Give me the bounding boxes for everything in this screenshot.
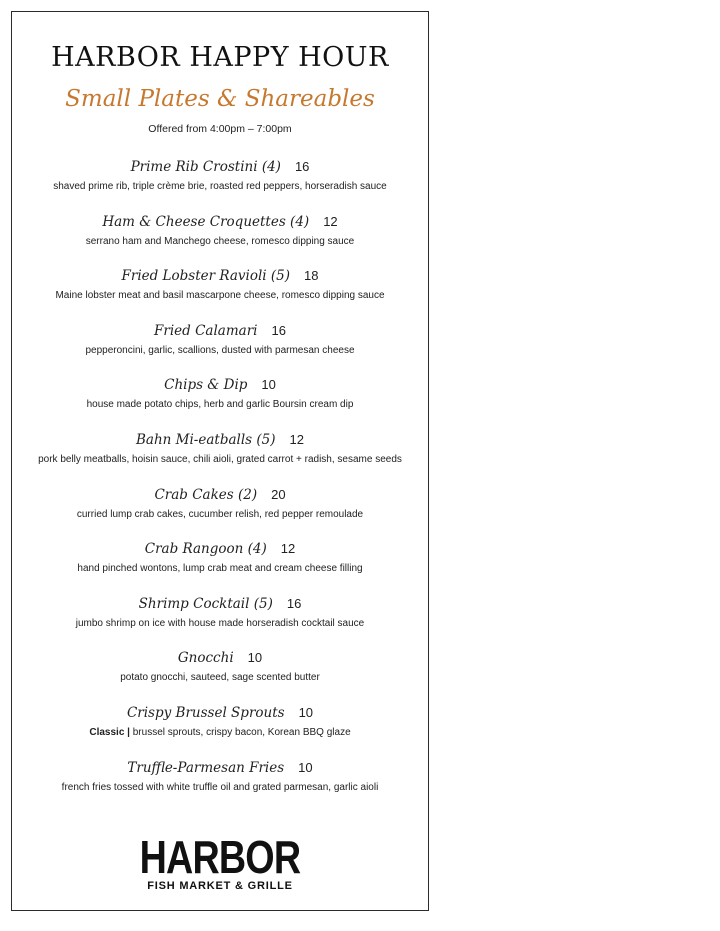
item-description: curried lump crab cakes, cucumber relish, red pepper remoulade xyxy=(76,508,364,520)
menu-item xyxy=(12,153,428,208)
harbor-logo xyxy=(12,831,428,892)
item-description: potato gnocchi, sauteed, sage scented butter xyxy=(120,672,320,684)
menu-card xyxy=(11,11,429,911)
logo-wordmark: HARBOR xyxy=(139,831,301,883)
menu-item xyxy=(12,426,428,481)
menu-item xyxy=(12,699,428,754)
item-name: Bahn Mi-eatballs (5) xyxy=(136,431,276,448)
item-name: Shrimp Cocktail (5) xyxy=(138,595,273,612)
item-price: 16 xyxy=(286,595,302,611)
hours-text: Offered from 4:00pm – 7:00pm xyxy=(148,123,292,135)
item-price: 12 xyxy=(323,213,338,229)
item-name: Crab Rangoon (4) xyxy=(144,541,267,558)
item-name: Crab Cakes (2) xyxy=(154,486,258,503)
logo-tagline: FISH MARKET & GRILLE xyxy=(147,880,293,892)
item-description: pork belly meatballs, hoisin sauce, chili aioli, grated carrot + radish, sesame seeds xyxy=(38,453,402,465)
item-description: Maine lobster meat and basil mascarpone cheese, romesco dipping sauce xyxy=(55,290,385,302)
item-name: Fried Lobster Ravioli (5) xyxy=(121,268,291,285)
item-name: Gnocchi xyxy=(177,650,234,667)
item-tag: Classic | xyxy=(89,726,133,738)
item-price: 10 xyxy=(261,377,276,393)
item-price: 12 xyxy=(289,431,304,447)
item-name: Fried Calamari xyxy=(154,322,258,339)
item-description: pepperoncini, garlic, scallions, dusted with parmesan cheese xyxy=(85,344,355,356)
item-description: serrano ham and Manchego cheese, romesco dipping sauce xyxy=(85,235,355,247)
menu-item xyxy=(12,481,428,536)
menu-item xyxy=(12,262,428,317)
item-name: Crispy Brussel Sprouts xyxy=(126,704,285,721)
item-description: hand pinched wontons, lump crab meat and cream cheese filling xyxy=(77,563,363,575)
menu-item xyxy=(12,644,428,699)
item-description: brussel sprouts, crispy bacon, Korean BBQ glaze xyxy=(132,726,351,738)
item-price: 20 xyxy=(271,486,286,502)
item-price: 12 xyxy=(280,541,296,557)
item-name: Prime Rib Crostini (4) xyxy=(130,159,281,175)
item-price: 10 xyxy=(298,759,313,775)
item-name: Chips & Dip xyxy=(164,377,248,394)
item-name: Truffle-Parmesan Fries xyxy=(127,759,285,776)
menu-subtitle: Small Plates & Shareables xyxy=(65,86,375,112)
menu-item xyxy=(12,535,428,590)
menu-items-list xyxy=(12,153,428,808)
menu-item xyxy=(12,208,428,263)
item-name: Ham & Cheese Croquettes (4) xyxy=(102,213,310,230)
menu-title: HARBOR HAPPY HOUR xyxy=(51,42,389,73)
item-description: jumbo shrimp on ice with house made horseradish cocktail sauce xyxy=(75,617,365,629)
item-price: 16 xyxy=(271,322,286,338)
menu-item xyxy=(12,371,428,426)
item-price: 16 xyxy=(294,159,310,174)
item-price: 10 xyxy=(298,704,314,720)
item-description: shaved prime rib, triple crème brie, roasted red peppers, horseradish sauce xyxy=(53,181,387,192)
menu-item xyxy=(12,590,428,645)
item-price: 18 xyxy=(304,268,319,284)
item-description: house made potato chips, herb and garlic Boursin cream dip xyxy=(86,399,354,411)
item-price: 10 xyxy=(247,650,263,666)
menu-item xyxy=(12,317,428,372)
item-description: french fries tossed with white truffle oil and grated parmesan, garlic aioli xyxy=(61,781,379,793)
menu-item xyxy=(12,754,428,809)
